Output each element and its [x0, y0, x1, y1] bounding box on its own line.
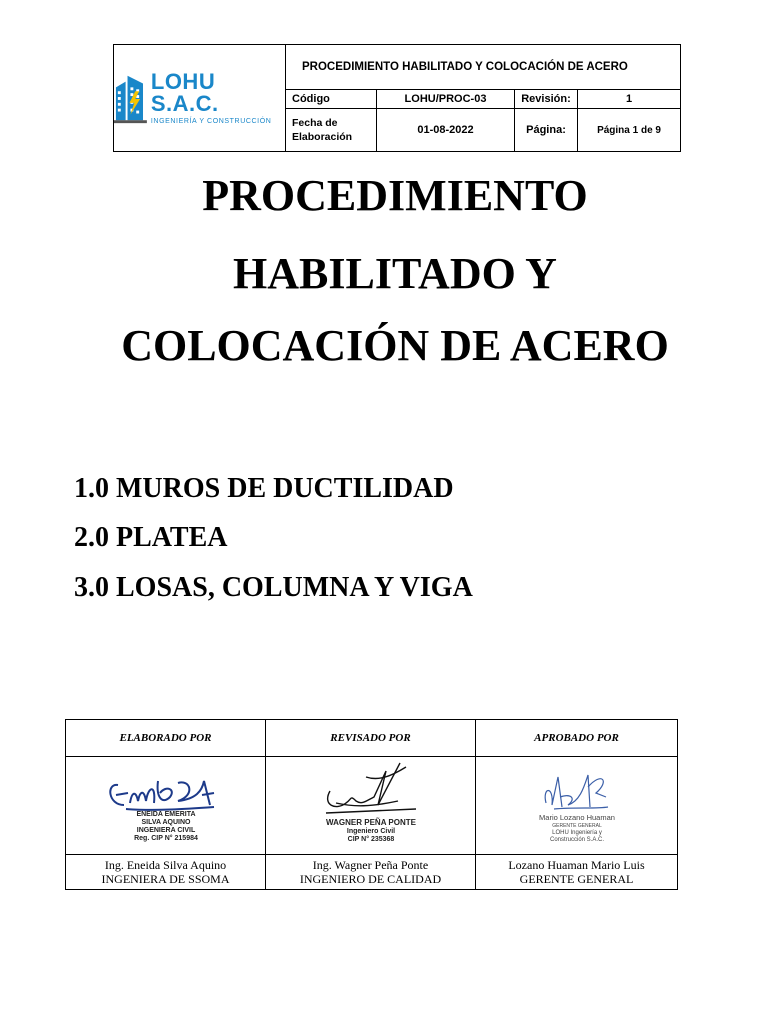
person-2-name: Ing. Wagner Peña Ponte [312, 858, 429, 872]
logo-cell [114, 45, 286, 152]
date-label [286, 109, 377, 152]
stamp-1-line1: ENEIDA EMERITA [136, 811, 196, 818]
signature-table [65, 719, 678, 890]
stamp-3-line4: Construcción S.A.C. [549, 837, 605, 843]
code-label: Código [286, 90, 377, 109]
date-label-line1: Fecha de [292, 117, 338, 129]
person-1 [66, 855, 266, 890]
stamp-2-line1: WAGNER PEÑA PONTE [326, 818, 416, 827]
header-doc-title: PROCEDIMIENTO HABILITADO Y COLOCACIÓN DE ACERO [286, 45, 681, 90]
person-1-role: INGENIERA DE SSOMA [101, 872, 230, 886]
revisado-header: REVISADO POR [266, 720, 476, 757]
revision-value: 1 [578, 90, 681, 109]
elaborado-header: ELABORADO POR [66, 720, 266, 757]
document-header [113, 44, 681, 152]
section-item-1: 1.0 MUROS DE DUCTILIDAD [74, 473, 454, 504]
code-value: LOHU/PROC-03 [377, 90, 515, 109]
person-2-role: INGENIERO DE CALIDAD [299, 872, 442, 886]
page-label: Página: [515, 109, 578, 152]
stamp-1-line3: INGENIERA CIVIL [136, 827, 196, 834]
date-label-line2: Elaboración [292, 131, 353, 143]
company-logo [114, 45, 285, 151]
logo-subtitle: INGENIERÍA Y CONSTRUCCIÓN [150, 118, 272, 125]
building-lightning-icon [114, 71, 147, 125]
section-item-2: 2.0 PLATEA [74, 522, 228, 553]
title-line-3: COLOCACIÓN DE ACERO [121, 321, 669, 370]
signature-1-cell [66, 757, 266, 855]
signature-1-image [66, 757, 266, 849]
signature-3-image [476, 757, 678, 849]
stamp-2-line3: CIP N° 235368 [347, 836, 395, 843]
person-2 [266, 855, 476, 890]
person-1-name: Ing. Eneida Silva Aquino [104, 858, 227, 872]
aprobado-header: APROBADO POR [476, 720, 678, 757]
stamp-3-line3: LOHU Ingeniería y [552, 830, 602, 836]
stamp-3-line1: Mario Lozano Huaman [539, 813, 615, 822]
stamp-2-line2: Ingeniero Civil [346, 828, 396, 835]
person-3 [476, 855, 678, 890]
page-value: Página 1 de 9 [578, 109, 681, 152]
stamp-3-line2: GERENTE GENERAL [552, 823, 602, 829]
stamp-1-line2: SILVA AQUINO [141, 819, 191, 826]
logo-brand: LOHU S.A.C. [150, 69, 219, 116]
date-value: 01-08-2022 [377, 109, 515, 152]
signature-2-cell [266, 757, 476, 855]
signature-3-cell [476, 757, 678, 855]
signature-2-image [266, 757, 476, 849]
title-line-2: HABILITADO Y [233, 249, 557, 298]
revision-label: Revisión: [515, 90, 578, 109]
person-3-name: Lozano Huaman Mario Luis [508, 858, 645, 872]
section-item-3: 3.0 LOSAS, COLUMNA Y VIGA [74, 572, 473, 603]
stamp-1-line4: Reg. CIP N° 215984 [134, 835, 198, 842]
person-3-role: GERENTE GENERAL [519, 872, 634, 886]
title-line-1: PROCEDIMIENTO [202, 171, 588, 220]
